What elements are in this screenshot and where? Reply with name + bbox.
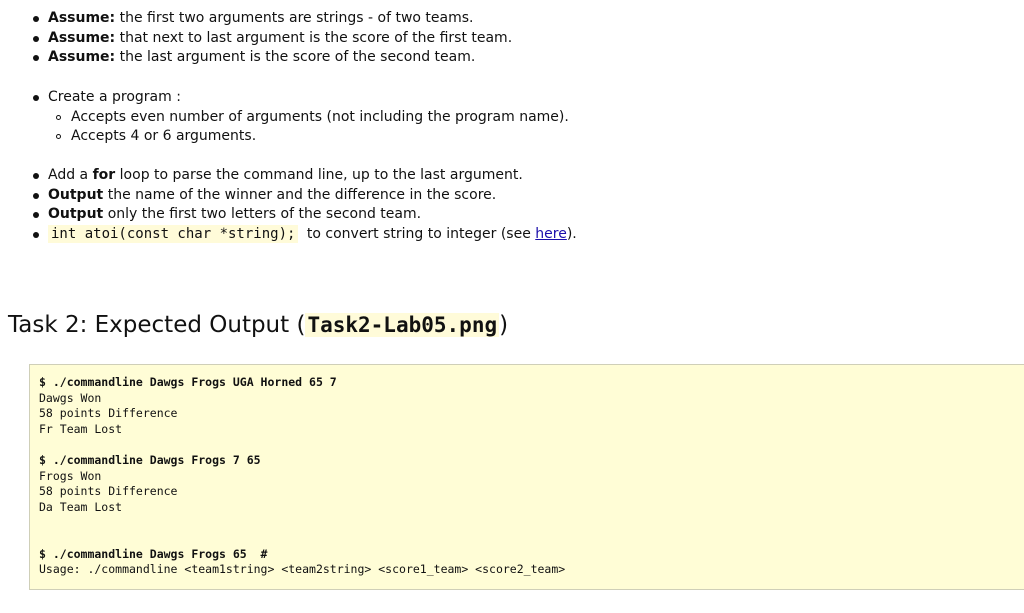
spacer <box>39 531 1024 547</box>
requirements-list <box>30 166 990 244</box>
output-line: Da Team Lost <box>39 499 123 514</box>
assume-label: Assume: <box>48 29 116 46</box>
command-line: $ ./commandline Dawgs Frogs 7 65 <box>39 452 261 467</box>
requirement-atoi <box>30 225 990 245</box>
here-link[interactable]: here <box>535 225 567 242</box>
requirement-loop <box>30 166 990 186</box>
output-line: 58 points Difference <box>39 484 178 499</box>
assumption-item <box>30 48 990 68</box>
sub-item: Accepts even number of arguments (not including the program name). <box>54 108 990 128</box>
output-keyword: Output <box>48 186 104 203</box>
letters-text: only the first two letters of the second team. <box>103 206 422 223</box>
requirement-winner <box>30 186 990 206</box>
sub-item: Accepts 4 or 6 arguments. <box>54 127 990 147</box>
expected-output-block <box>29 364 1024 590</box>
assumption-item <box>30 29 990 49</box>
atoi-pre: to convert string to integer (see <box>302 225 536 242</box>
output-line: Fr Team Lost <box>39 421 123 436</box>
output-line: 58 points Difference <box>39 406 178 421</box>
assume-text: the last argument is the score of the second team. <box>115 49 476 66</box>
heading-close: ) <box>499 312 509 338</box>
task2-heading <box>8 312 508 338</box>
loop-post: loop to parse the command line, up to the last argument. <box>115 167 523 183</box>
assume-label: Assume: <box>48 49 116 66</box>
heading-filename: Task2-Lab05.png <box>307 313 498 337</box>
create-subitems <box>30 108 990 147</box>
assume-text: the first two arguments are strings - of two teams. <box>115 10 474 26</box>
create-sublist <box>54 108 990 147</box>
command-line: $ ./commandline Dawgs Frogs 65 # <box>39 546 268 561</box>
command-line: $ ./commandline Dawgs Frogs UGA Horned 65 7 <box>39 375 337 389</box>
create-program-text: Create a program : <box>48 89 181 105</box>
assumption-item <box>30 9 990 29</box>
atoi-post: ). <box>566 225 577 242</box>
create-program-list <box>30 88 990 147</box>
winner-text: the name of the winner and the difference in the score. <box>103 186 497 203</box>
assumptions-list <box>30 9 990 68</box>
usage-line: Usage: ./commandline <team1string> <team2string> <score1_team> <score2_team> <box>39 562 566 577</box>
requirement-letters <box>30 205 990 225</box>
spacer <box>39 437 1024 453</box>
heading-text: Task 2: Expected Output ( <box>8 312 306 338</box>
assume-label: Assume: <box>48 10 116 26</box>
output-keyword: Output <box>48 206 104 223</box>
for-keyword: for <box>92 167 116 183</box>
atoi-code: int atoi(const char *string); <box>48 225 298 243</box>
output-line: Dawgs Won <box>39 390 102 405</box>
assume-text: that next to last argument is the score of the first team. <box>115 29 513 46</box>
loop-pre: Add a <box>48 167 93 183</box>
output-line: Frogs Won <box>39 468 102 483</box>
spacer <box>39 515 1024 531</box>
create-program-item <box>30 88 990 108</box>
